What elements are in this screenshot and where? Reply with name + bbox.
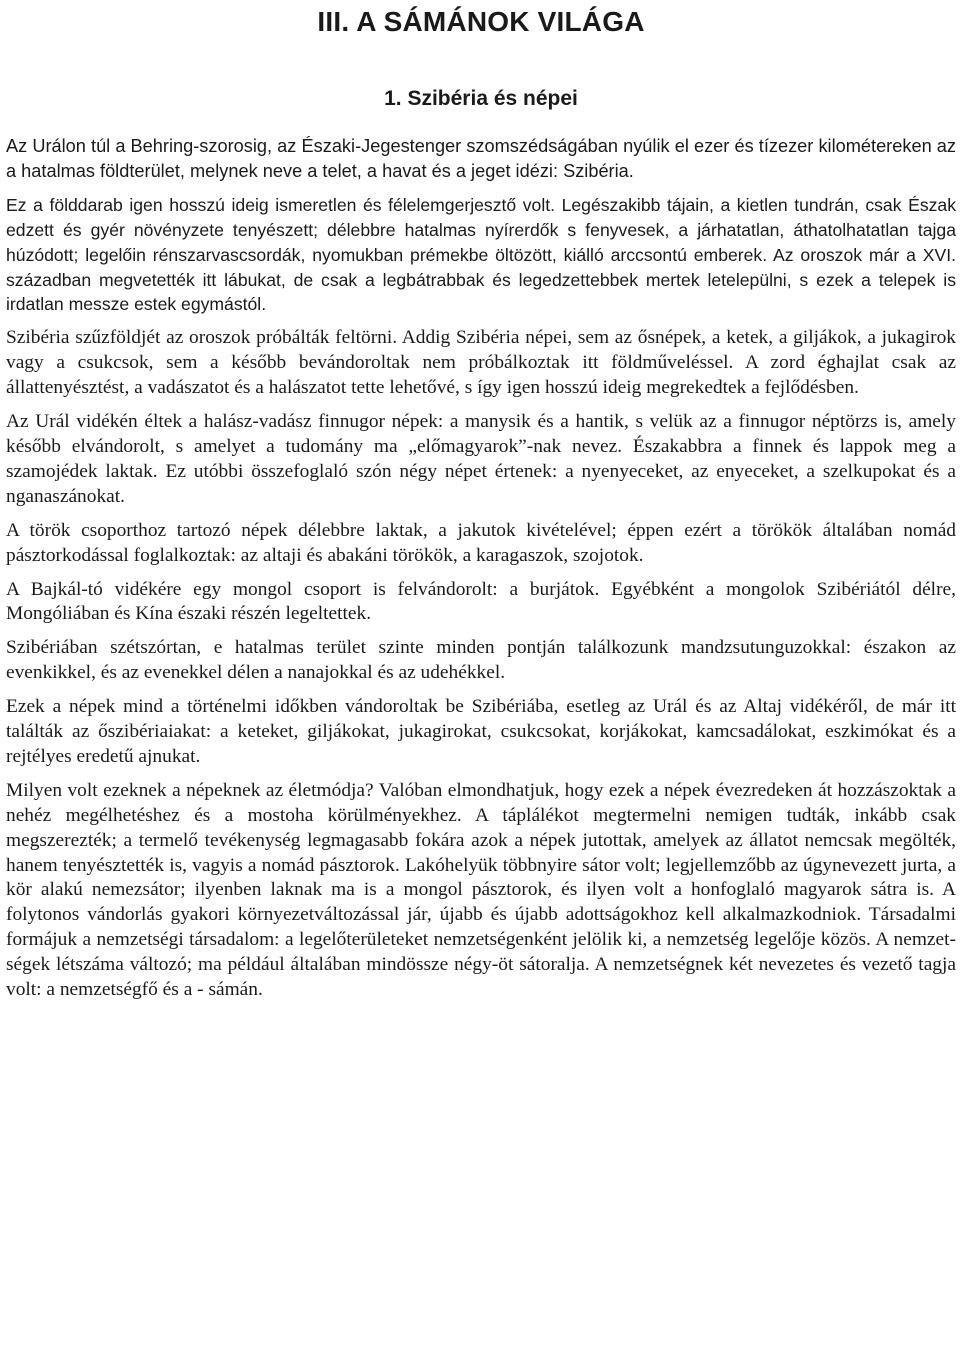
paragraph-4: Az Urál vidékén éltek a halász-vadász finnugor népek: a manysik és a hantik, s velük az a finnugor néptörzs is, amely később elvándorolt, s amelyet a tudomány ma „előmagyarok”-nak nevez. Északabbra a finnek és lappok meg a szamojédek laktak. Ez utóbbi összefoglaló szón négy népet értenek: a nyenyeceket, az enyeceket, a szelkupokat és a nganaszánokat.: [6, 411, 956, 507]
document-page: [6, 0, 956, 1012]
paragraph-3: Szibéria szűzföldjét az oroszok próbálták feltörni. Addig Szibéria népei, sem az ősnépek, a ketek, a giljákok, a jukagirok vagy a csukcsok, sem a később bevándoroltak nem próbálkoztak itt földműveléssel. A zord éghajlat csak az állattenyésztést, a vadászatot és a halászatot tette lehetővé, s így igen hosszú ideig megrekedtek a fejlődésben.: [6, 327, 956, 399]
paragraph-1: Az Urálon túl a Behring-szorosig, az Északi-Jegestenger szomszédságában nyúlik el ezer és tízezer kilométereken az a hatalmas földterület, melynek neve a telet, a havat és a jeget idézi: Szibéria.: [6, 136, 956, 181]
section-title: 1. Szibéria és népei: [384, 87, 578, 110]
paragraph-7: Szibériában szétszórtan, e hatalmas terület szinte minden pontján találkozunk mandzsutunguzokkal: északon az evenkikkel, és az evenekkel délen a nanajokkal és az udehékkel.: [6, 637, 956, 684]
paragraph-9: Milyen volt ezeknek a népeknek az életmódja? Valóban elmondhatjuk, hogy ezek a népek évezredeken át hozzászoktak a nehéz megélhetéshez és a mostoha körülményekhez. A táplálékot megtermelni nemigen tudták, inkább csak megszerezték; a termelő tevékenység legmagasabb fokára azok a népek jutottak, amelyek az állatot nemcsak megölték, hanem tenyésztették is, vagyis a nomád pásztorok. Lakóhelyük többnyire sátor volt; legjellemzőbb az úgynevezett jurta, a kör alakú nemezsátor; ilyenben laknak ma is a mongol pásztorok, és ilyen volt a honfoglaló magyarok sátra is. A folytonos vándorlás gyakori környezetváltozással jár, újabb és újabb adottságokhoz kell alkalmazkodniok. Társadalmi formájuk a nemzetségi társadalom: a legelőterületeket nemzetségenként jelölik ki, a nemzetség legelője közös. A nemzetségek létszáma változó; ma például általában mindössze négy-öt sátoralja. A nemzetségnek két nevezetes és vezető tagja volt: a nemzetségfő és a - sámán.: [6, 779, 957, 1001]
paragraph-2: Ez a földdarab igen hosszú ideig ismeretlen és félelemgerjesztő volt. Legészakibb tájain, a kietlen tundrán, csak Észak edzett és gyér növényzete tenyészett; délebbre hatalmas nyírerdők s fenyvesek, a járhatatlan, áthatolhatatlan tajga húzódott; legelőin rénszarvascsordák, nyomukban prémekbe öltözött, kiálló arccsontú emberek. Az oroszok már a XVI. században megvetették itt lábukat, de csak a legbátrabbak és legedzettebbek mertek letelepülni, s ezek a telepek is irdatlan messze estek egymástól.: [6, 194, 956, 315]
body-text: [6, 134, 956, 1003]
paragraph-5: A török csoporthoz tartozó népek délebbre laktak, a jakutok kivételével; éppen ezért a törökök általában nomád pásztorkodással foglalkoztak: az altaji és abakáni törökök, a karagaszok, szojotok.: [6, 519, 956, 566]
paragraph-6: A Bajkál-tó vidékére egy mongol csoport is felvándorolt: a burjátok. Egyébként a mongolok Szibériától délre, Mongóliában és Kína északi részén legeltettek.: [6, 578, 956, 625]
chapter-title: III. A SÁMÁNOK VILÁGA: [317, 6, 645, 37]
paragraph-8: Ezek a népek mind a történelmi időkben vándoroltak be Szibériába, esetleg az Urál és az Altaj vidékéről, de már itt találták az őszibériaiakat: a keteket, giljákokat, jukagirokat, csukcsokat, korjákokat, kamcsadálokat, eszkimókat és a rejtélyes eredetű ajnukat.: [6, 696, 956, 767]
